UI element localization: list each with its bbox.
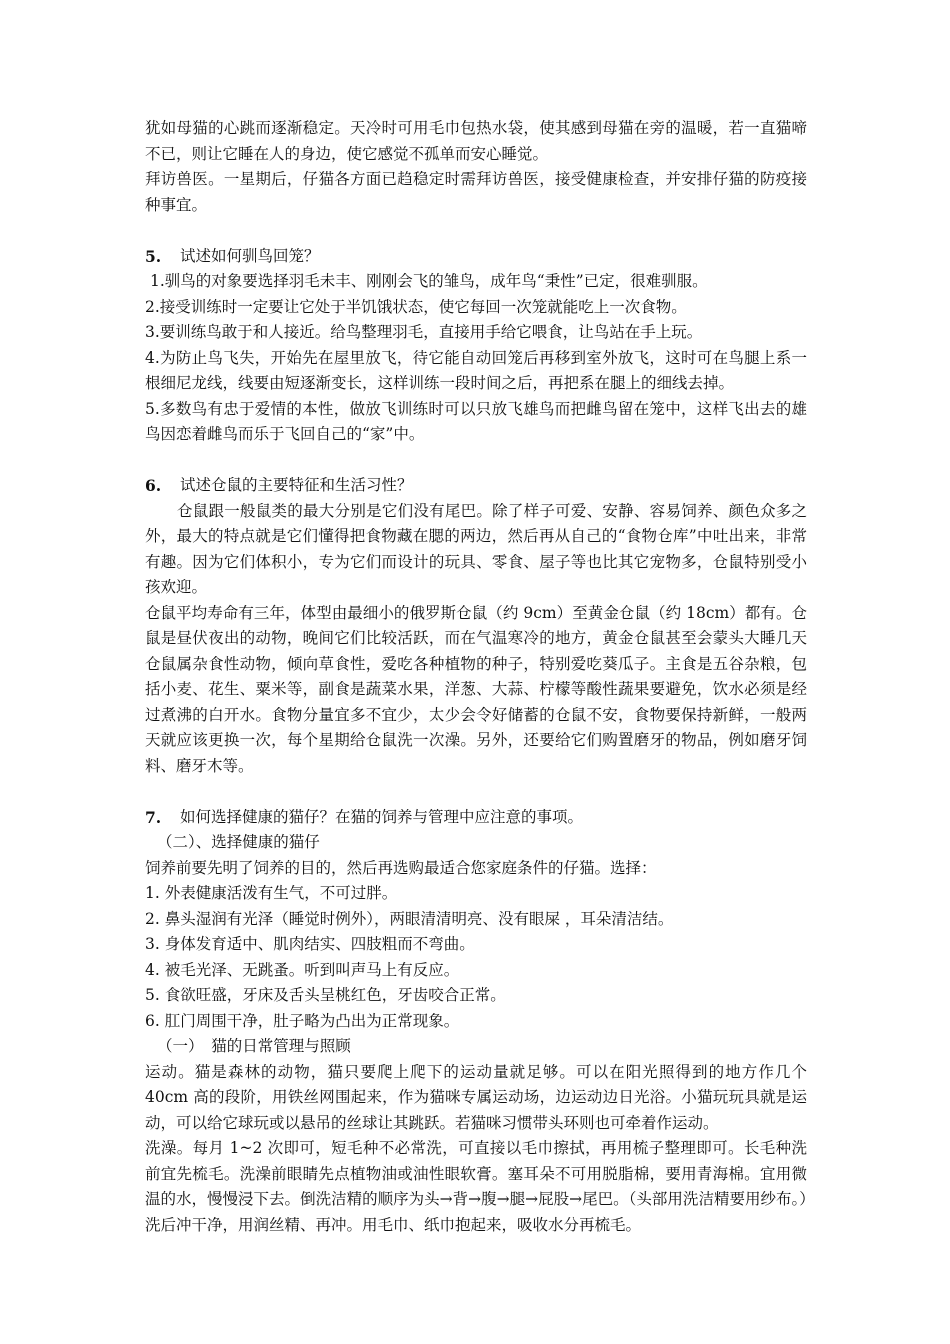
answer-item: 2.接受训练时一定要让它处于半饥饿状态，使它每回一次笼就能吃上一次食物。 — [145, 297, 687, 316]
question-6-heading — [145, 473, 807, 499]
section-subheading: （一） 猫的日常管理与照顾 — [157, 1037, 351, 1055]
answer-paragraph: 仓鼠平均寿命有三年，体型由最细小的俄罗斯仓鼠（约 9cm）至黄金仓鼠（约 18cm）都有。仓鼠是昼伏夜出的动物，晚间它们比较活跃，而在气温寒冷的地方，黄金仓鼠甚至会蒙头大睡几天仓鼠属杂食性动物，倾向草食性，爱吃各种植物的种子，特别爱吃葵瓜子。主食是五谷杂粮，包括小麦、花生、粟米等，副食是蔬菜水果，洋葱、大蒜、柠檬等酸性蔬果要避免，饮水必须是经过煮沸的白开水。食物分量宜多不宜少，太少会令好储蓄的仓鼠不安，食物要保持新鲜，一般两天就应该更换一次，每个星期给仓鼠洗一次澡。另外，还要给它们购置磨牙的物品，例如磨牙饲料、磨牙木等。 — [145, 603, 807, 775]
answer-item: 1.驯鸟的对象要选择羽毛未丰、刚刚会飞的雏鸟，成年鸟“秉性”已定，很难驯服。 — [150, 272, 708, 290]
section-subheading: （二）、选择健康的猫仔 — [157, 833, 320, 851]
question-number: 5. — [145, 246, 162, 266]
question-number: 6. — [145, 476, 162, 495]
list-item: 5. 食欲旺盛，牙床及舌头呈桃红色，牙齿咬合正常。 — [145, 986, 506, 1004]
answer-paragraph: 饲养前要先明了饲养的目的，然后再选购最适合您家庭条件的仔猫。选择： — [145, 858, 657, 877]
spacer — [145, 779, 807, 805]
answer-paragraph: 洗澡。每月 1~2 次即可，短毛种不必常洗，可直接以毛巾擦拭，再用梳子整理即可。长毛种洗前宜先梳毛。洗澡前眼睛先点植物油或油性眼软膏。塞耳朵不可用脱脂棉，要用青海棉。宜用微温的水，慢慢浸下去。倒洗洁精的顺序为头→背→腹→腿→屁股→尾巴。（头部用洗洁精要用纱布。）洗后冲干净，用润丝精、再冲。用毛巾、纸巾抱起来，吸收水分再梳毛。 — [145, 1139, 807, 1234]
question-7-heading — [145, 805, 807, 831]
spacer — [145, 448, 807, 474]
spacer — [145, 218, 807, 244]
intro-paragraph-2: 拜访兽医。一星期后，仔猫各方面已趋稳定时需拜访兽医，接受健康检查，并安排仔猫的防疫接种事宜。 — [145, 170, 807, 214]
list-item: 3. 身体发育适中、肌肉结实、四肢粗而不弯曲。 — [145, 935, 475, 953]
question-number: 7. — [145, 807, 162, 827]
answer-item: 4.为防止鸟飞失，开始先在屋里放飞，待它能自动回笼后再移到室外放飞，这时可在鸟腿上系一根细尼龙线，线要由短逐渐变长，这样训练一段时间之后，再把系在腿上的细线去掉。 — [145, 348, 807, 392]
question-title: 试述仓鼠的主要特征和生活习性？ — [180, 476, 413, 494]
question-5-heading — [145, 244, 807, 270]
answer-item: 3.要训练鸟敢于和人接近。给鸟整理羽毛，直接用手给它喂食，让鸟站在手上玩。 — [145, 323, 703, 341]
question-title: 如何选择健康的猫仔？在猫的饲养与管理中应注意的事项。 — [180, 807, 584, 826]
answer-paragraph: 运动。猫是森林的动物，猫只要爬上爬下的运动量就足够。可以在阳光照得到的地方作几个 40cm 高的段阶，用铁丝网围起来，作为猫咪专属运动场，边运动边日光浴。小猫玩玩具就是运动，可以给它球玩或以悬吊的丝球让其跳跃。若猫咪习惯带头环则也可牵着作运动。 — [145, 1062, 807, 1132]
question-title: 试述如何驯鸟回笼？ — [180, 246, 320, 265]
intro-paragraph-1: 犹如母猫的心跳而逐渐稳定。天冷时可用毛巾包热水袋，使其感到母猫在旁的温暖，若一直猫啼不已，则让它睡在人的身边，使它感觉不孤单而安心睡觉。 — [145, 119, 807, 163]
answer-item: 5.多数鸟有忠于爱情的本性，做放飞训练时可以只放飞雄鸟而把雌鸟留在笼中，这样飞出去的雄鸟因恋着雌鸟而乐于飞回自己的“家”中。 — [145, 399, 807, 443]
answer-paragraph: 仓鼠跟一般鼠类的最大分别是它们没有尾巴。除了样子可爱、安静、容易饲养、颜色众多之外，最大的特点就是它们懂得把食物藏在腮的两边，然后再从自己的“食物仓库”中吐出来，非常有趣。因为它们体积小，专为它们而设计的玩具、零食、屋子等也比其它宠物多，仓鼠特别受小孩欢迎。 — [145, 501, 807, 596]
list-item: 6. 肛门周围干净，肚子略为凸出为正常现象。 — [145, 1011, 460, 1030]
list-item: 2. 鼻头湿润有光泽（睡觉时例外），两眼清清明亮、没有眼屎 ，耳朵清洁结。 — [145, 909, 674, 928]
document-body — [145, 116, 807, 1238]
list-item: 4. 被毛光泽、无跳蚤。听到叫声马上有反应。 — [145, 960, 460, 979]
list-item: 1. 外表健康活泼有生气，不可过胖。 — [145, 884, 398, 902]
